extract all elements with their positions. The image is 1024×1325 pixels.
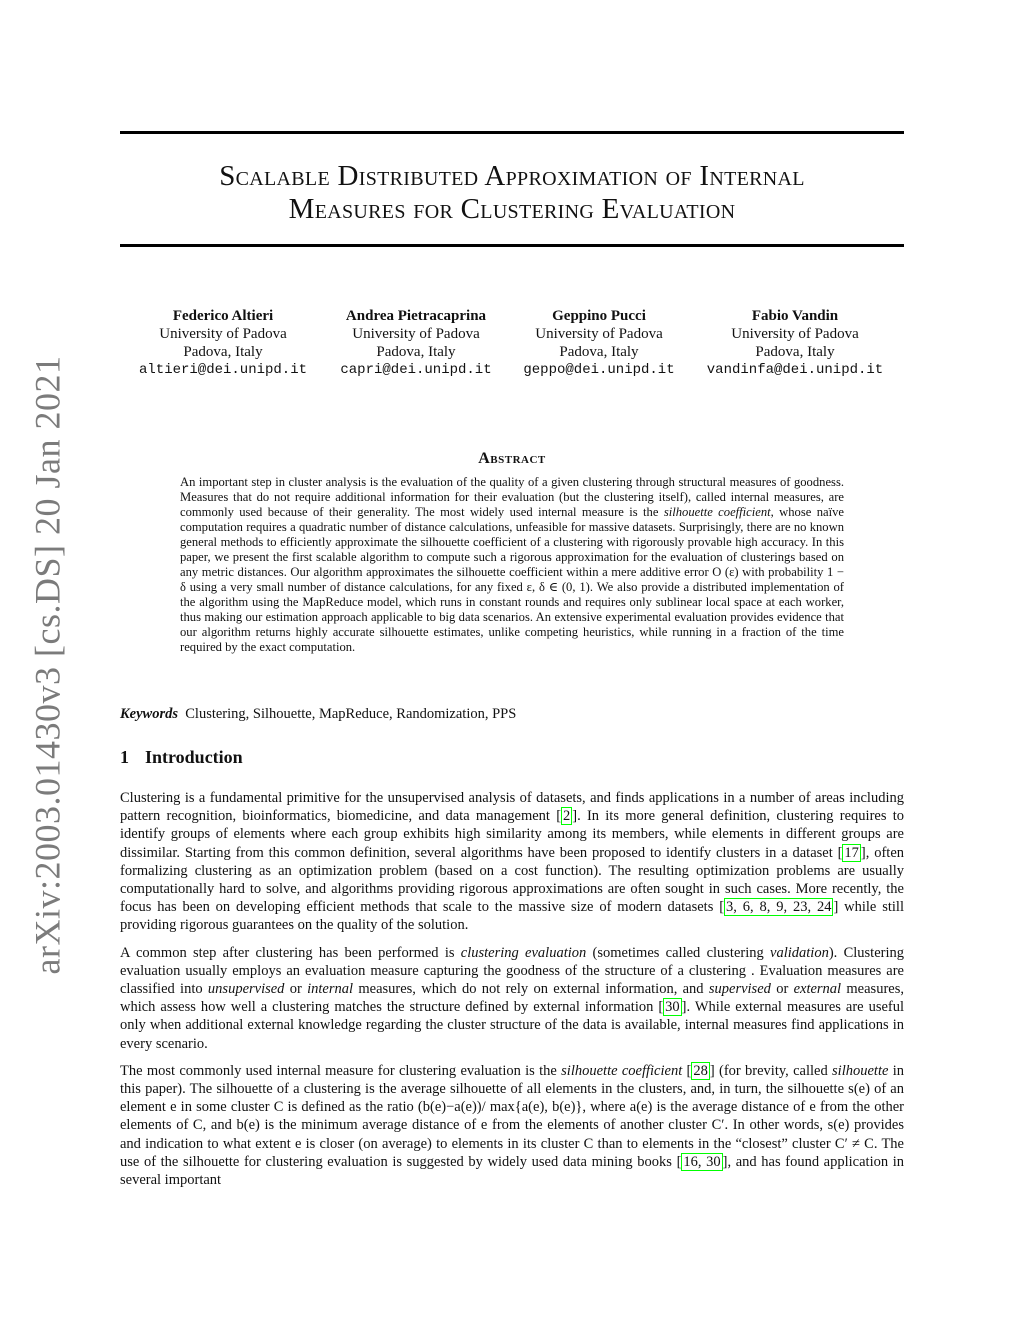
text-run: A common step after clustering has been performed is [120,944,461,961]
emphasis: silhouette [832,1062,889,1079]
text-run: The most commonly used internal measure for clustering evaluation is the [120,1062,562,1079]
author-name: Fabio Vandin [751,308,839,324]
emphasis: external [793,981,842,998]
section-title: Introduction [145,747,243,767]
section-body [120,789,904,1198]
paragraph-2 [120,944,904,1053]
citation-link[interactable]: 3, 6, 8, 9, 23, 24 [726,899,832,916]
keywords-line [120,706,516,723]
author-4 [707,307,883,379]
paragraph-1 [120,789,904,935]
citation-link[interactable]: 2 [563,808,571,825]
text-run: measures, which assess how well a clustering matches the structure defined by external information [ [120,981,904,1016]
author-2 [340,307,491,379]
text-run: ] while still providing rigorous guarantees on the quality of the solution. [120,899,904,934]
author-affiliation: University of Padova [352,326,480,342]
section-heading [120,747,243,768]
abstract-heading: Abstract [478,450,546,467]
title-rule-top [120,131,904,134]
author-email[interactable]: altieri@dei.unipd.it [138,362,308,378]
author-email[interactable]: vandinfa@dei.unipd.it [706,362,884,378]
abstract-emphasis: silhouette coefficient [663,505,771,519]
title-rule-bottom [120,244,904,247]
author-location: Padova, Italy [755,344,835,360]
author-1 [139,307,307,379]
text-run: [ [682,1062,692,1079]
section-number: 1 [120,747,129,767]
text-run: in this paper). The silhouette of a clustering is the average silhouette of all elements in the clusters, and, in turn, the silhouette s(e) of an element e in some cluster C is defined as the ratio (b(e)−a(e))/ max{a(e), b(e)}, where a(e) is the average distance of e from the other elements of C, and b(e) is the minimum average distance of e from the elements of another cluster C′. In other words, s(e) provides and indication to what extent e is closer (on average) to elements in its cluster C than to elements in the “closest” cluster C′ ≠ C. The use of the silhouette for clustering evaluation is suggested by widely used data mining books [ [120,1062,905,1170]
text-run: ] (for brevity, called [709,1062,833,1079]
author-affiliation: University of Padova [159,326,287,342]
text-run: (sometimes called clustering [586,944,771,961]
author-block [120,307,904,387]
author-affiliation: University of Padova [731,326,859,342]
arxiv-side-stamp [27,355,68,975]
text-run: Clustering is a fundamental primitive for the unsupervised analysis of datasets, and finds applications in a number of areas including pattern recognition, bioinformatics, biomedicine, and data management [ [120,790,904,825]
keywords-label: Keywords [120,706,178,722]
text-run: or [284,981,308,998]
paragraph-3 [120,1062,904,1189]
author-email[interactable]: capri@dei.unipd.it [340,362,492,378]
author-affiliation: University of Padova [535,326,663,342]
author-location: Padova, Italy [559,344,639,360]
emphasis: supervised [708,981,771,998]
title-line-2: Measures for Clustering Evaluation [288,193,736,225]
text-run: ]. In its more general definition, clustering requires to identify groups of elements where each group exhibits high similarity among its members, while elements in different groups are dissimilar. Starting from this common definition, several algorithms have been proposed to identify clusters in a dataset [ [120,808,904,861]
author-location: Padova, Italy [376,344,456,360]
author-3 [523,307,674,379]
abstract-text [180,475,844,655]
emphasis: clustering evaluation [460,944,587,961]
emphasis: validation [770,944,829,961]
text-run: ], and has found application in several important [120,1153,905,1189]
paper-title [120,160,904,226]
author-location: Padova, Italy [183,344,263,360]
keywords-text: Clustering, Silhouette, MapReduce, Randomization, PPS [185,706,517,722]
author-name: Andrea Pietracaprina [345,308,487,324]
emphasis: silhouette coefficient [561,1062,683,1079]
text-run: ]. While external measures are useful only when additional external knowledge regarding the cluster structure of the data is available, internal measures find applications in every scenario. [120,999,905,1052]
emphasis: internal [307,981,354,998]
author-name: Federico Altieri [172,308,274,324]
citation-link[interactable]: 30 [665,999,680,1016]
text-run: measures, which do not rely on external information, and [353,981,709,998]
arxiv-identifier: arXiv:2003.01430v3 [cs.DS] 20 Jan 2021 [27,355,68,975]
abstract-part: An important step in cluster analysis is the evaluation of the quality of a given clustering through structural measures of goodness. Measures that do not require additional information for their evaluation (but the clustering itself), called internal measures, are commonly used because of their generality. The most widely used internal measure is the [180,475,844,519]
emphasis: unsupervised [207,981,285,998]
author-email[interactable]: geppo@dei.unipd.it [523,362,675,378]
text-run: ], often formalizing clustering as an optimization problem (based on a cost function). The resulting optimization problems are usually computationally hard to solve, and algorithms providing rigorous approximations are often sought in such cases. More recently, the focus has been on developing efficient methods that scale to the massive size of modern datasets [ [120,844,905,916]
author-name: Geppino Pucci [552,308,646,324]
text-run: ). Clustering evaluation usually employs an evaluation measure capturing the goodness of the structure of a clustering . Evaluation measures are classified into [120,944,904,998]
citation-link[interactable]: 28 [693,1062,708,1079]
citation-link[interactable]: 16, 30 [683,1153,721,1170]
text-run: or [770,981,794,998]
citation-link[interactable]: 17 [844,844,859,861]
abstract-part: , whose naïve computation requires a quadratic number of distance calculations, unfeasible for massive datasets. Surprisingly, there are no known general methods to efficiently approximate the silhouette coefficient of a clustering with rigorously provable high accuracy. In this paper, we present the first scalable algorithm to compute such a rigorous approximation for the evaluation of clusterings based on any metric distances. Our algorithm approximates the silhouette coefficient within a mere additive error O (ε) with probability 1 − δ using a very small number of distance calculations, for any fixed ε, δ ∈ (0, 1). We also provide a distributed implementation of the algorithm using the MapReduce model, which runs in constant rounds and requires only sublinear local space at each worker, thus making our estimation approach applicable to big data scenarios. An extensive experimental evaluation provides evidence that our algorithm returns highly accurate silhouette estimates, unlike competing heuristics, while running in a fraction of the time required by the exact computation. [180,505,844,654]
title-line-1: Scalable Distributed Approximation of Internal [219,160,805,192]
